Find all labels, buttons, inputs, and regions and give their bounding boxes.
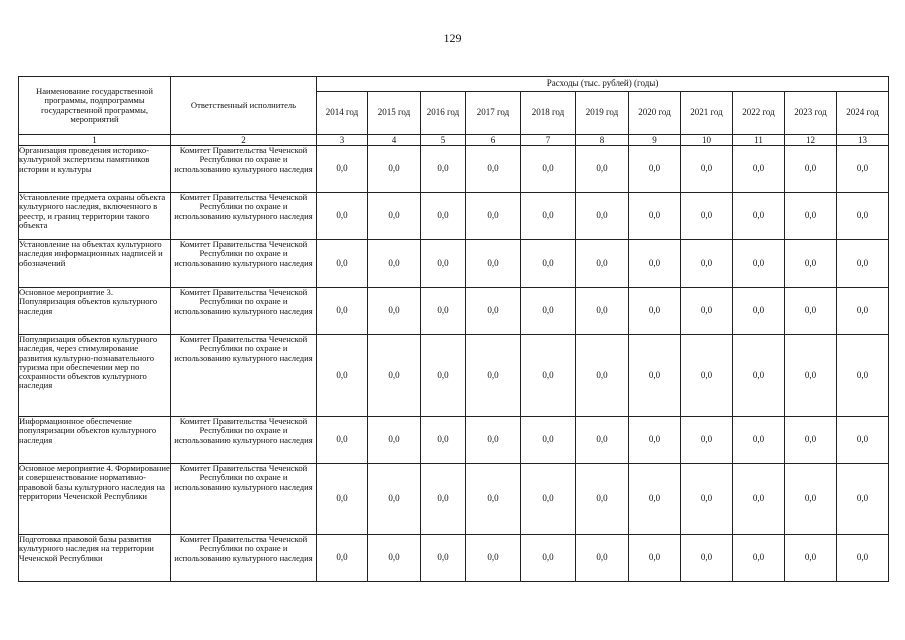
expense-value: 0,0 bbox=[785, 288, 837, 335]
expense-value: 0,0 bbox=[785, 146, 837, 193]
header-year: 2021 год bbox=[681, 92, 733, 135]
expense-value: 0,0 bbox=[681, 146, 733, 193]
column-number: 12 bbox=[785, 135, 837, 146]
activity-name: Информационное обеспечение популяризации объектов культурного наследия bbox=[19, 417, 171, 464]
expense-value: 0,0 bbox=[681, 535, 733, 582]
table-row bbox=[19, 146, 889, 193]
expense-value: 0,0 bbox=[521, 335, 576, 417]
column-number: 3 bbox=[317, 135, 368, 146]
expense-value: 0,0 bbox=[317, 288, 368, 335]
expense-value: 0,0 bbox=[733, 335, 785, 417]
expense-value: 0,0 bbox=[521, 288, 576, 335]
expense-value: 0,0 bbox=[837, 417, 889, 464]
header-expenses: Расходы (тыс. рублей) (годы) bbox=[317, 77, 889, 92]
expense-value: 0,0 bbox=[368, 240, 421, 288]
column-number: 13 bbox=[837, 135, 889, 146]
table-row bbox=[19, 240, 889, 288]
expense-value: 0,0 bbox=[466, 335, 521, 417]
expense-value: 0,0 bbox=[837, 146, 889, 193]
header-year: 2016 год bbox=[421, 92, 466, 135]
expense-value: 0,0 bbox=[421, 240, 466, 288]
activity-name: Основное мероприятие 3. Популяризация объектов культурного наследия bbox=[19, 288, 171, 335]
responsible-executor: Комитет Правительства Чеченской Республики по охране и использованию культурного наследия bbox=[171, 417, 317, 464]
header-year: 2014 год bbox=[317, 92, 368, 135]
expense-value: 0,0 bbox=[466, 535, 521, 582]
column-number: 7 bbox=[521, 135, 576, 146]
column-number: 10 bbox=[681, 135, 733, 146]
column-number: 5 bbox=[421, 135, 466, 146]
expense-value: 0,0 bbox=[421, 193, 466, 240]
activity-name: Установление предмета охраны объекта культурного наследия, включенного в реестр, и границ территории такого объекта bbox=[19, 193, 171, 240]
expense-value: 0,0 bbox=[317, 417, 368, 464]
activity-name: Основное мероприятие 4. Формирование и совершенствование нормативно-правовой базы культурного наследия на территории Чеченской Республики bbox=[19, 464, 171, 535]
expense-value: 0,0 bbox=[733, 146, 785, 193]
expense-value: 0,0 bbox=[368, 193, 421, 240]
expense-value: 0,0 bbox=[681, 417, 733, 464]
expense-value: 0,0 bbox=[785, 335, 837, 417]
expense-value: 0,0 bbox=[629, 417, 681, 464]
expense-value: 0,0 bbox=[733, 240, 785, 288]
responsible-executor: Комитет Правительства Чеченской Республики по охране и использованию культурного наследия bbox=[171, 535, 317, 582]
column-number: 11 bbox=[733, 135, 785, 146]
expense-value: 0,0 bbox=[466, 464, 521, 535]
expense-value: 0,0 bbox=[368, 535, 421, 582]
expense-value: 0,0 bbox=[421, 464, 466, 535]
expense-value: 0,0 bbox=[576, 240, 629, 288]
expense-value: 0,0 bbox=[837, 288, 889, 335]
expense-value: 0,0 bbox=[629, 146, 681, 193]
expense-value: 0,0 bbox=[576, 288, 629, 335]
expense-value: 0,0 bbox=[785, 535, 837, 582]
responsible-executor: Комитет Правительства Чеченской Республики по охране и использованию культурного наследия bbox=[171, 146, 317, 193]
expense-value: 0,0 bbox=[785, 193, 837, 240]
expense-value: 0,0 bbox=[681, 288, 733, 335]
expense-value: 0,0 bbox=[317, 535, 368, 582]
expense-value: 0,0 bbox=[733, 288, 785, 335]
header-name: Наименование государственной программы, подпрограммы государственной программы, мероприятий bbox=[19, 77, 171, 135]
expense-value: 0,0 bbox=[521, 535, 576, 582]
expense-value: 0,0 bbox=[733, 193, 785, 240]
expense-value: 0,0 bbox=[629, 240, 681, 288]
table-row bbox=[19, 288, 889, 335]
expense-value: 0,0 bbox=[521, 464, 576, 535]
expense-value: 0,0 bbox=[837, 535, 889, 582]
expense-value: 0,0 bbox=[733, 464, 785, 535]
responsible-executor: Комитет Правительства Чеченской Республики по охране и использованию культурного наследия bbox=[171, 335, 317, 417]
expense-value: 0,0 bbox=[368, 464, 421, 535]
header-year: 2022 год bbox=[733, 92, 785, 135]
expense-value: 0,0 bbox=[466, 288, 521, 335]
expense-value: 0,0 bbox=[466, 146, 521, 193]
expense-value: 0,0 bbox=[681, 193, 733, 240]
expense-value: 0,0 bbox=[733, 535, 785, 582]
expense-value: 0,0 bbox=[521, 146, 576, 193]
expense-value: 0,0 bbox=[837, 464, 889, 535]
table-row bbox=[19, 417, 889, 464]
expense-value: 0,0 bbox=[368, 335, 421, 417]
expense-value: 0,0 bbox=[837, 240, 889, 288]
table-row bbox=[19, 535, 889, 582]
expense-value: 0,0 bbox=[368, 288, 421, 335]
expense-value: 0,0 bbox=[785, 417, 837, 464]
header-year: 2019 год bbox=[576, 92, 629, 135]
expense-value: 0,0 bbox=[733, 417, 785, 464]
responsible-executor: Комитет Правительства Чеченской Республики по охране и использованию культурного наследия bbox=[171, 288, 317, 335]
activity-name: Популяризация объектов культурного наследия, через стимулирование развития культурно-познавательного туризма при обеспечении мер по сохранности объектов культурного наследия bbox=[19, 335, 171, 417]
header-year: 2018 год bbox=[521, 92, 576, 135]
expense-value: 0,0 bbox=[576, 335, 629, 417]
expense-value: 0,0 bbox=[421, 146, 466, 193]
expense-value: 0,0 bbox=[317, 193, 368, 240]
expense-value: 0,0 bbox=[421, 288, 466, 335]
expense-value: 0,0 bbox=[576, 417, 629, 464]
expense-value: 0,0 bbox=[629, 288, 681, 335]
column-number: 6 bbox=[466, 135, 521, 146]
expense-value: 0,0 bbox=[317, 146, 368, 193]
header-year: 2015 год bbox=[368, 92, 421, 135]
table-row bbox=[19, 464, 889, 535]
expense-value: 0,0 bbox=[317, 335, 368, 417]
responsible-executor: Комитет Правительства Чеченской Республики по охране и использованию культурного наследия bbox=[171, 193, 317, 240]
expense-value: 0,0 bbox=[785, 464, 837, 535]
expense-value: 0,0 bbox=[466, 417, 521, 464]
table-row bbox=[19, 335, 889, 417]
column-number: 4 bbox=[368, 135, 421, 146]
column-number: 2 bbox=[171, 135, 317, 146]
expense-value: 0,0 bbox=[576, 464, 629, 535]
expense-value: 0,0 bbox=[629, 464, 681, 535]
expense-value: 0,0 bbox=[421, 335, 466, 417]
expense-value: 0,0 bbox=[466, 240, 521, 288]
responsible-executor: Комитет Правительства Чеченской Республики по охране и использованию культурного наследия bbox=[171, 240, 317, 288]
header-executor: Ответственный исполнитель bbox=[171, 77, 317, 135]
expense-value: 0,0 bbox=[576, 535, 629, 582]
expense-value: 0,0 bbox=[368, 146, 421, 193]
expenses-table bbox=[18, 76, 889, 582]
expense-value: 0,0 bbox=[521, 417, 576, 464]
expense-value: 0,0 bbox=[681, 335, 733, 417]
expense-value: 0,0 bbox=[576, 146, 629, 193]
column-number: 8 bbox=[576, 135, 629, 146]
expense-value: 0,0 bbox=[466, 193, 521, 240]
table-row bbox=[19, 193, 889, 240]
activity-name: Организация проведения историко-культурной экспертизы памятников истории и культуры bbox=[19, 146, 171, 193]
page-number: 129 bbox=[443, 31, 462, 45]
responsible-executor: Комитет Правительства Чеченской Республики по охране и использованию культурного наследия bbox=[171, 464, 317, 535]
expense-value: 0,0 bbox=[368, 417, 421, 464]
expense-value: 0,0 bbox=[837, 335, 889, 417]
header-year: 2024 год bbox=[837, 92, 889, 135]
activity-name: Установление на объектах культурного наследия информационных надписей и обозначений bbox=[19, 240, 171, 288]
header-year: 2023 год bbox=[785, 92, 837, 135]
expense-value: 0,0 bbox=[317, 464, 368, 535]
column-number: 9 bbox=[629, 135, 681, 146]
header-year: 2017 год bbox=[466, 92, 521, 135]
header-year: 2020 год bbox=[629, 92, 681, 135]
expense-value: 0,0 bbox=[317, 240, 368, 288]
expense-value: 0,0 bbox=[681, 464, 733, 535]
expense-value: 0,0 bbox=[629, 335, 681, 417]
expense-value: 0,0 bbox=[785, 240, 837, 288]
expense-value: 0,0 bbox=[421, 535, 466, 582]
expense-value: 0,0 bbox=[521, 193, 576, 240]
expense-value: 0,0 bbox=[521, 240, 576, 288]
expense-value: 0,0 bbox=[629, 193, 681, 240]
expense-value: 0,0 bbox=[576, 193, 629, 240]
activity-name: Подготовка правовой базы развития культурного наследия на территории Чеченской Республики bbox=[19, 535, 171, 582]
column-number: 1 bbox=[19, 135, 171, 146]
expense-value: 0,0 bbox=[681, 240, 733, 288]
expense-value: 0,0 bbox=[837, 193, 889, 240]
expense-value: 0,0 bbox=[629, 535, 681, 582]
expense-value: 0,0 bbox=[421, 417, 466, 464]
